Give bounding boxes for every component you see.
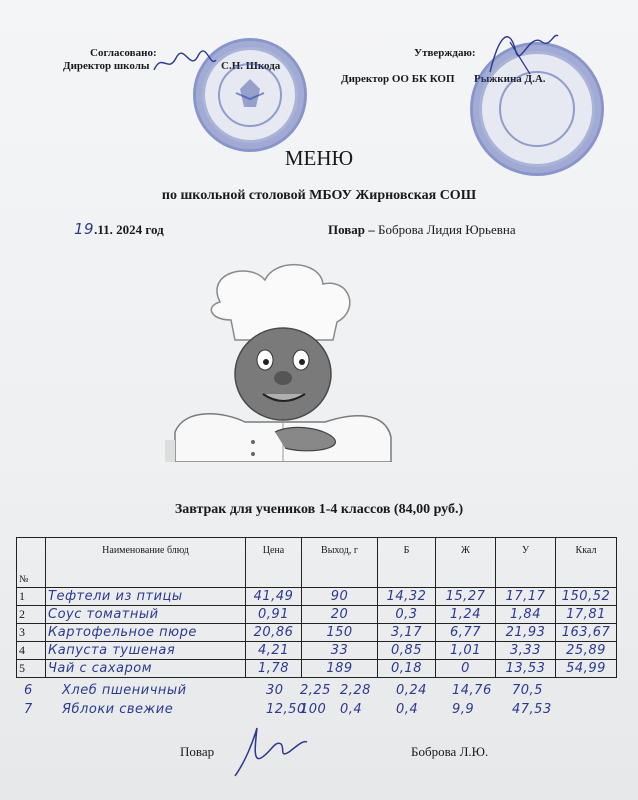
table-row [17,642,617,660]
footer-cook-label: Повар [180,744,215,759]
price-cell: 20,86 [246,624,302,642]
output-cell: 20 [302,606,378,624]
fat-cell: 0 [436,660,496,678]
header-carbs: У [496,538,556,588]
date-day-handwritten: 19 [74,220,95,238]
extra-value-cell: 0,24 [396,683,427,698]
row-number: 1 [17,588,46,606]
header-price: Цена [246,538,302,588]
breakfast-title: Завтрак для учеников 1-4 классов (84,00 руб.) [174,502,464,517]
carbs-cell: 3,33 [496,642,556,660]
extra-value-cell: 14,76 [452,683,492,698]
menu-table [16,537,617,678]
extra-row-number: 6 [24,683,33,698]
dish-name: Картофельное пюре [46,624,246,642]
price-cell: 41,49 [246,588,302,606]
school-director-label: Директор школы [63,60,150,72]
kcal-cell: 54,99 [556,660,617,678]
fat-cell: 15,27 [436,588,496,606]
row-number: 5 [17,660,46,678]
extra-value-cell: 9,9 [452,702,475,717]
protein-cell: 0,85 [378,642,436,660]
dish-name: Капуста тушеная [46,642,246,660]
dish-name: Тефтели из птицы [46,588,246,606]
extra-value-cell: 0,4 [340,702,363,717]
table-header-row [17,538,617,588]
header-dish-name: Наименование блюд [46,538,246,588]
extra-value-cell: 100 [300,702,327,717]
oo-director-signature [480,22,560,82]
kcal-cell: 25,89 [556,642,617,660]
table-row [17,624,617,642]
price-cell: 1,78 [246,660,302,678]
extra-value-cell: 70,5 [512,683,543,698]
price-cell: 0,91 [246,606,302,624]
output-cell: 150 [302,624,378,642]
protein-cell: 0,3 [378,606,436,624]
fat-cell: 1,24 [436,606,496,624]
row-number: 4 [17,642,46,660]
price-cell: 4,21 [246,642,302,660]
menu-title: МЕНЮ [284,146,354,170]
extra-dish-name: Хлеб пшеничный [62,683,187,698]
cafeteria-subtitle: по школьной столовой МБОУ Жирновская СОШ [161,188,477,203]
fat-cell: 1,01 [436,642,496,660]
header-kcal: Ккал [556,538,617,588]
extra-value-cell: 0,4 [396,702,419,717]
carbs-cell: 21,93 [496,624,556,642]
school-director-signature [150,48,220,78]
output-cell: 189 [302,660,378,678]
protein-cell: 3,17 [378,624,436,642]
extra-value-cell: 12,50 [266,702,306,717]
extra-value-cell: 47,53 [512,702,552,717]
kcal-cell: 17,81 [556,606,617,624]
header-output: Выход, г [302,538,378,588]
approve-label: Утверждаю: [414,47,476,59]
table-row [17,660,617,678]
approval-agreed-label: Согласовано: [90,47,157,59]
carbs-cell: 17,17 [496,588,556,606]
kcal-cell: 150,52 [556,588,617,606]
kcal-cell: 163,67 [556,624,617,642]
output-cell: 33 [302,642,378,660]
oo-director-label: Директор ОО БК КОП [341,73,455,85]
cook-label: Повар – [328,222,375,237]
carbs-cell: 13,53 [496,660,556,678]
school-director-name: С.Н. Шкода [221,60,281,72]
cook-line [328,222,516,238]
header-fat: Ж [436,538,496,588]
extra-row-number: 7 [24,702,33,717]
date-rest: .11. 2024 год [94,222,164,237]
output-cell: 90 [302,588,378,606]
header-protein: Б [378,538,436,588]
oo-director-name: Рыжкина Д.А. [474,73,546,85]
extra-value-cell: 2,25 [300,683,331,698]
protein-cell: 0,18 [378,660,436,678]
carbs-cell: 1,84 [496,606,556,624]
row-number: 2 [17,606,46,624]
cook-signature [225,722,310,782]
row-number: 3 [17,624,46,642]
cook-name: Боброва Лидия Юрьевна [378,222,516,237]
chef-illustration [165,262,395,462]
fat-cell: 6,77 [436,624,496,642]
table-row [17,588,617,606]
footer-cook-name: Боброва Л.Ю. [411,744,489,759]
extra-value-cell: 30 [266,683,284,698]
dish-name: Чай с сахаром [46,660,246,678]
header-number: № [17,538,46,588]
dish-name: Соус томатный [46,606,246,624]
extra-value-cell: 2,28 [340,683,371,698]
protein-cell: 14,32 [378,588,436,606]
menu-date [74,220,164,238]
table-row [17,606,617,624]
extra-dish-name: Яблоки свежие [62,702,174,717]
